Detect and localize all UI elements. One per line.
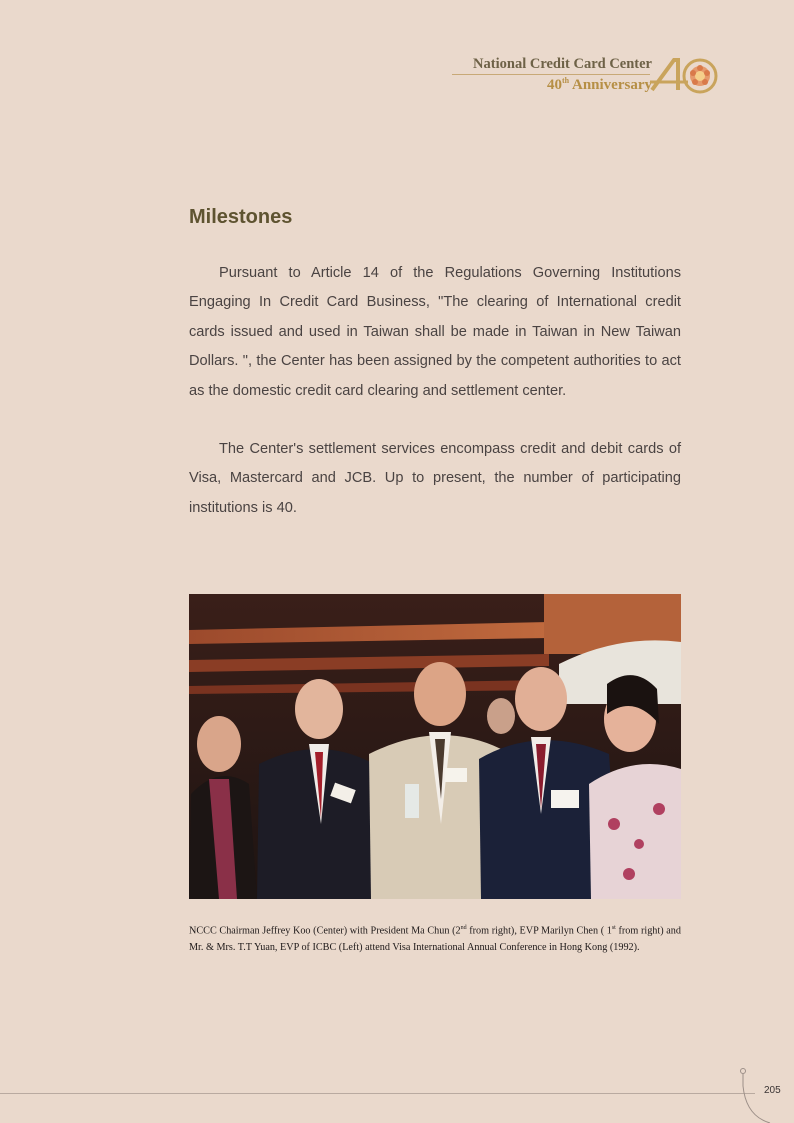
paragraph-clearing: Pursuant to Article 14 of the Regulations Governing Institutions Engaging In Credit Card Business, "The clearing of International credit cards issued and used in Taiwan shall be made in Taiwan in New Taiwan Dollars. ", the Center has been assigned by the competent authorities to act as the domestic credit card clearing and settlement center. (189, 265, 681, 399)
header-title: National Credit Card Center (473, 56, 652, 72)
footer-curve-icon (730, 1066, 794, 1123)
anniversary-number: 40 (546, 77, 562, 93)
footer-divider (0, 1093, 755, 1094)
anniversary-suffix: th (561, 76, 570, 85)
section-title: Milestones (189, 206, 293, 228)
conference-photo (189, 594, 681, 899)
page-number: 205 (764, 1085, 781, 1096)
caption-part-2: from right), EVP Marilyn Chen ( 1 (466, 925, 612, 937)
caption-part-3: from right) and Mr. & Mrs. T.T Yuan, EVP of ICBC (Left) attend Visa International Annual Conference in Hong Kong (1992). (189, 925, 681, 954)
caption-part-1: NCCC Chairman Jeffrey Koo (Center) with President Ma Chun (2 (189, 925, 461, 937)
caption-sup-2: st (611, 925, 616, 931)
anniversary-word: Anniversary (572, 77, 652, 93)
page-header (440, 50, 730, 100)
header-anniversary (547, 76, 652, 94)
header-divider (452, 74, 650, 75)
caption-sup-1: nd (460, 925, 467, 931)
photo-caption (189, 920, 681, 957)
anniversary-logo-icon (648, 54, 723, 94)
paragraph-settlement: The Center's settlement services encompass credit and debit cards of Visa, Mastercard and JCB. Up to present, the number of participating institutions is 40. (189, 441, 681, 516)
